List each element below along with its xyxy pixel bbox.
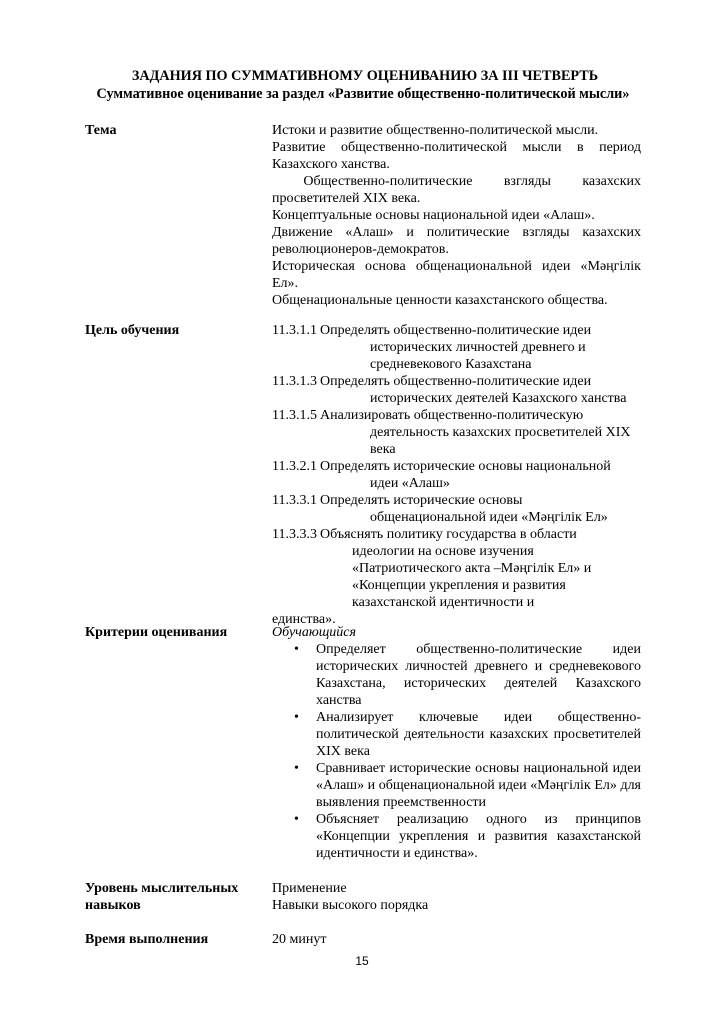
- goal-text-cont: исторических личностей древнего и средневекового Казахстана: [369, 340, 586, 372]
- criteria-label: Критерии оценивания: [85, 625, 228, 640]
- goals-label: Цель обучения: [85, 323, 180, 338]
- goal-text-cont: деятельность казахских просветителей XIX века: [369, 425, 631, 457]
- criteria-item: • Объясняет реализацию одного из принципов «Концепции укрепления и развития казахстанской идентичности и единства».: [272, 811, 641, 862]
- goal-text-cont: исторических деятелей Казахского ханства: [369, 391, 627, 406]
- goal-text-cont: общенациональной идеи «Мәңгілік Ел»: [369, 510, 608, 525]
- criteria-item: • Анализирует ключевые идеи общественно-политической деятельности казахских просветителей XIX века: [272, 709, 641, 760]
- goal-tail: единства».: [272, 612, 336, 627]
- goal-item: [272, 458, 632, 492]
- time-value: 20 минут: [272, 932, 327, 947]
- goal-text: Объяснять политику государства в области: [319, 527, 577, 542]
- tema-line: Историческая основа общенациональной идеи «Мәңгілік Ел».: [272, 259, 641, 291]
- tema-content: [272, 122, 645, 309]
- goal-item: [272, 322, 632, 373]
- criteria-item: • Сравнивает исторические основы национальной идеи «Алаш» и общенациональной идеи «Мәңгілік Ел» для выявления преемственности: [272, 760, 641, 811]
- goal-code: 11.3.1.5: [272, 408, 317, 423]
- goal-code: 11.3.2.1: [272, 459, 317, 474]
- tema-line: Концептуальные основы национальной идеи «Алаш».: [272, 208, 595, 223]
- goal-code: 11.3.3.1: [272, 493, 317, 508]
- goals-content: [272, 322, 632, 628]
- document-title: ЗАДАНИЯ ПО СУММАТИВНОМУ ОЦЕНИВАНИЮ ЗА III ЧЕТВЕРТЬ: [131, 68, 599, 84]
- level-value: Применение: [272, 881, 347, 896]
- time-label: Время выполнения: [85, 932, 209, 947]
- tema-line: Общественно-политические взгляды казахских просветителей XIX века.: [272, 174, 645, 206]
- tema-line: Истоки и развитие общественно-политической мысли.: [272, 123, 599, 138]
- tema-line: Общенациональные ценности казахстанского общества.: [272, 293, 608, 308]
- level-label-line: Уровень мыслительных: [85, 881, 239, 896]
- goal-item: [272, 373, 632, 407]
- document-subtitle: Суммативное оценивание за раздел «Развитие общественно-политической мысли»: [96, 86, 630, 102]
- goal-text-cont: идеологии на основе изучения «Патриотического акта –Мәңгілік Ел» и «Концепции укрепления и развития казахстанской идентичности и: [351, 544, 592, 610]
- goal-text-cont: идеи «Алаш»: [369, 476, 450, 491]
- level-label-line: навыков: [85, 898, 141, 913]
- level-value: Навыки высокого порядка: [272, 898, 429, 913]
- level-label: [85, 880, 265, 914]
- goal-item: [272, 407, 632, 458]
- criteria-content: [272, 624, 641, 862]
- tema-label: Тема: [85, 123, 117, 138]
- goal-code: 11.3.1.1: [272, 323, 317, 338]
- goal-text: Определять общественно-политические идеи: [319, 323, 592, 338]
- level-content: [272, 880, 641, 914]
- goal-code: 11.3.1.3: [272, 374, 317, 389]
- goal-text: Определять исторические основы: [319, 493, 523, 508]
- page-number: 15: [355, 954, 369, 968]
- goal-text: Определять общественно-политические идеи: [319, 374, 592, 389]
- goal-text: Анализировать общественно-политическую: [319, 408, 584, 423]
- tema-line: Развитие общественно-политической мысли в период Казахского ханства.: [272, 140, 641, 172]
- goal-code: 11.3.3.3: [272, 527, 317, 542]
- criteria-intro: Обучающийся: [272, 625, 357, 640]
- criteria-list: [272, 641, 641, 862]
- criteria-item: • Определяет общественно-политические идеи исторических личностей древнего и средневекового Казахстана, исторических деятелей Казахского ханства: [272, 641, 641, 709]
- goal-item: [272, 492, 632, 526]
- goal-text: Определять исторические основы национальной: [319, 459, 611, 474]
- tema-line: Движение «Алаш» и политические взгляды казахских революционеров-демократов.: [272, 225, 641, 257]
- goal-item: [272, 526, 632, 611]
